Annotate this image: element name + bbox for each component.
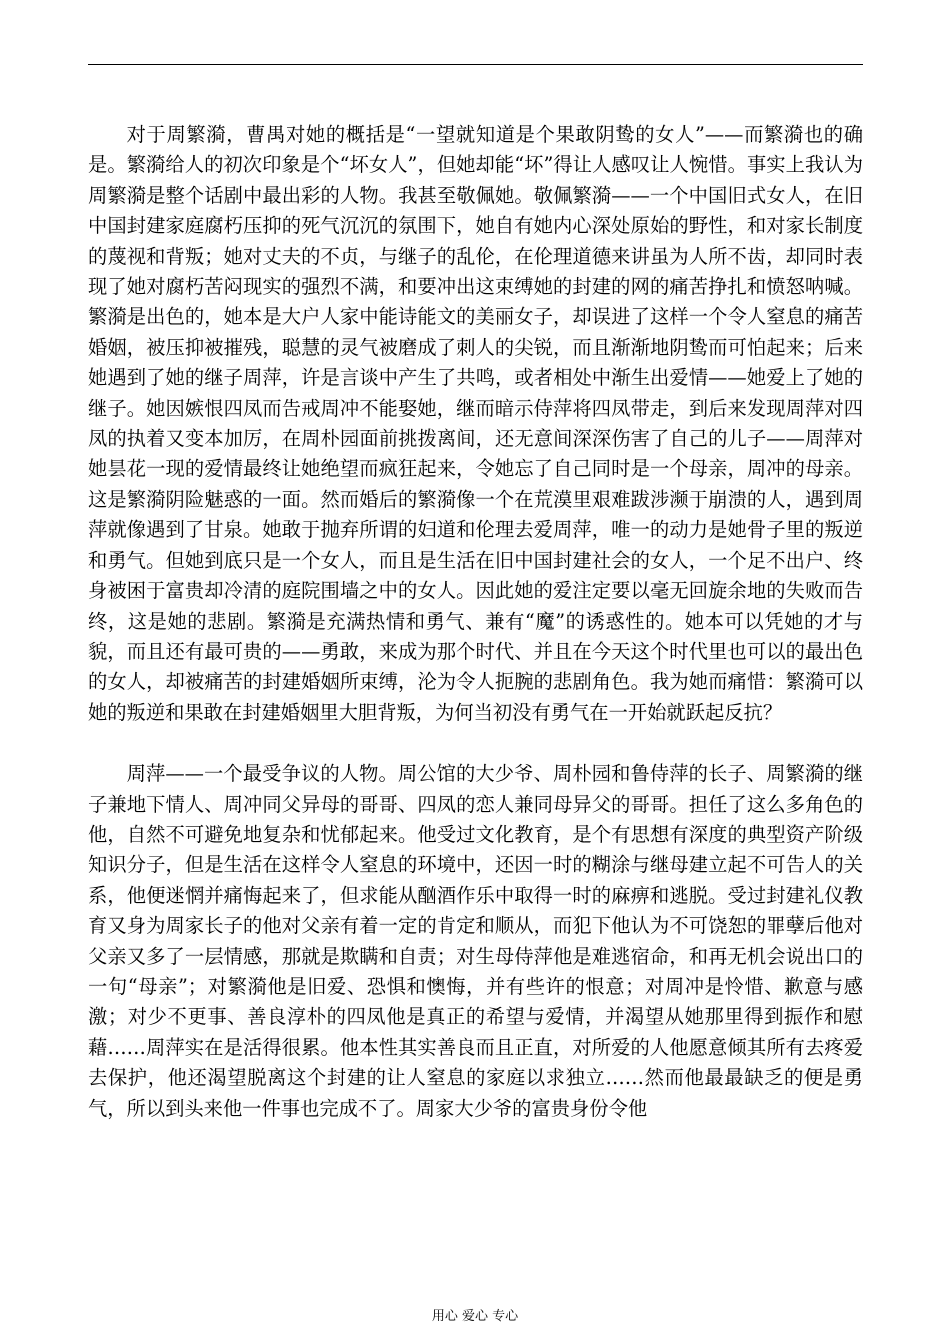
paragraph-zhouping: 周萍——一个最受争议的人物。周公馆的大少爷、周朴园和鲁侍萍的长子、周繁漪的继子兼地下情人、周冲同父异母的哥哥、四凤的恋人兼同母异父的哥哥。担任了这么多角色的他，自然不可避免地复杂和忧郁起来。他受过文化教育，是个有思想有深度的典型资产阶级知识分子，但是生活在这样令人窒息的环境中，还因一时的糊涂与继母建立起不可告人的关系，他便迷惘并痛悔起来了，但求能从酗酒作乐中取得一时的麻痹和逃脱。受过封建礼仪教育又身为周家长子的他对父亲有着一定的肯定和顺从，而犯下他认为不可饶恕的罪孽后他对父亲又多了一层情感，那就是欺瞒和自责；对生母侍萍他是难逃宿命，和再无机会说出口的一句“母亲”；对繁漪他是旧爱、恐惧和懊悔，并有些许的恨意；对周冲是怜惜、歉意与感激；对少不更事、善良淳朴的四凤他是真正的希望与爱情，并渴望从她那里得到振作和慰藉……周萍实在是活得很累。他本性其实善良而且正直，对所爱的人他愿意倾其所有去疼爱去保护，他还渴望脱离这个封建的让人窒息的家庭以求独立……然而他最最缺乏的便是勇气，所以到头来他一件事也完成不了。周家大少爷的富贵身份令他 [88,762,863,1120]
page-footer: 用心 爱心 专心 [431,1309,519,1324]
paragraph-fanyi: 对于周繁漪，曹禺对她的概括是“一望就知道是个果敢阴鸷的女人”——而繁漪也的确是。繁漪给人的初次印象是个“坏女人”，但她却能“坏”得让人感叹让人惋惜。事实上我认为周繁漪是整个话剧中最出彩的人物。我甚至敬佩她。敬佩繁漪——一个中国旧式女人，在旧中国封建家庭腐朽压抑的死气沉沉的氛围下，她自有她内心深处原始的野性，和对家长制度的蔑视和背叛；她对丈夫的不贞，与继子的乱伦，在伦理道德来讲虽为人所不齿，却同时表现了她对腐朽苦闷现实的强烈不满，和要冲出这束缚她的封建的网的痛苦挣扎和愤怒呐喊。繁漪是出色的，她本是大户人家中能诗能文的美丽女子，却误进了这样一个令人窒息的痛苦婚姻，被压抑被摧残，聪慧的灵气被磨成了刺人的尖锐，而且渐渐地阴鸷而可怕起来；后来她遇到了她的继子周萍，许是言谈中产生了共鸣，或者相处中渐生出爱情——她爱上了她的继子。她因嫉恨四凤而告戒周冲不能娶她，继而暗示侍萍将四凤带走，到后来发现周萍对四凤的执着又变本加厉，在周朴园面前挑拨离间，还无意间深深伤害了自己的儿子——周萍对她昙花一现的爱情最终让她绝望而疯狂起来，令她忘了自己同时是一个母亲，周冲的母亲。这是繁漪阴险魅惑的一面。然而婚后的繁漪像一个在荒漠里艰难跋涉濒于崩溃的人，遇到周萍就像遇到了甘泉。她敢于抛弃所谓的妇道和伦理去爱周萍，唯一的动力是她骨子里的叛逆和勇气。但她到底只是一个女人，而且是生活在旧中国封建社会的女人，一个足不出户、终身被困于富贵却冷清的庭院围墙之中的女人。因此她的爱注定要以毫无回旋余地的失败而告终，这是她的悲剧。繁漪是充满热情和勇气、兼有“魔”的诱惑性的。她本可以凭她的才与貌，而且还有最可贵的——勇敢，来成为那个时代、并且在今天这个时代里也可以的最出色的女人，却被痛苦的封建婚姻所束缚，沦为令人扼腕的悲剧角色。我为她而痛惜：繁漪可以她的叛逆和果敢在封建婚姻里大胆背叛，为何当初没有勇气在一开始就跃起反抗？ [88,123,863,724]
document-body [88,120,863,1124]
header-rule [88,64,863,65]
